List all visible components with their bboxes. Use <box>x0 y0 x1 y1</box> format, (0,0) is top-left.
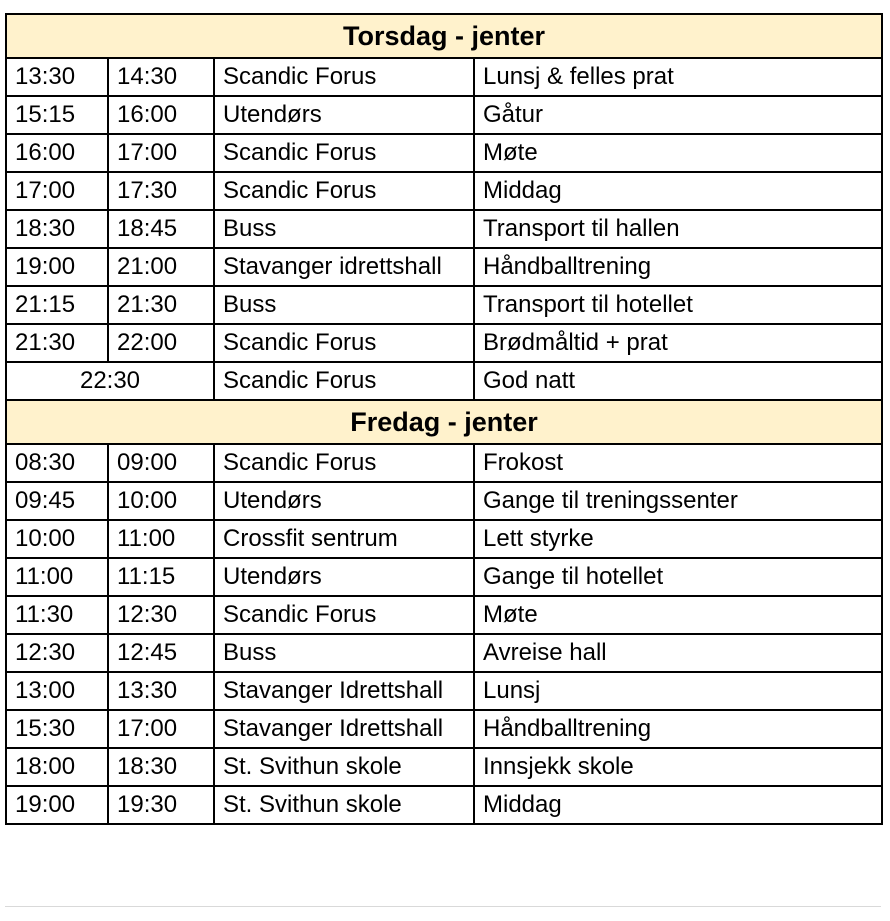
section-header-row <box>6 400 882 444</box>
section-header-row <box>6 14 882 58</box>
end-time-cell[interactable]: 09:00 <box>108 444 214 482</box>
location-cell[interactable]: Scandic Forus <box>214 172 474 210</box>
start-time-cell[interactable]: 21:30 <box>6 324 108 362</box>
activity-cell[interactable]: Middag <box>474 786 882 824</box>
activity-cell[interactable]: Lunsj <box>474 672 882 710</box>
location-cell[interactable]: Scandic Forus <box>214 58 474 96</box>
start-time-cell[interactable]: 10:00 <box>6 520 108 558</box>
start-time-cell[interactable]: 12:30 <box>6 634 108 672</box>
table-row <box>6 134 882 172</box>
start-time-cell[interactable]: 11:00 <box>6 558 108 596</box>
activity-cell[interactable]: Håndballtrening <box>474 710 882 748</box>
location-cell[interactable]: Scandic Forus <box>214 444 474 482</box>
location-cell[interactable]: Scandic Forus <box>214 596 474 634</box>
start-time-cell[interactable]: 16:00 <box>6 134 108 172</box>
activity-cell[interactable]: God natt <box>474 362 882 400</box>
end-time-cell[interactable]: 16:00 <box>108 96 214 134</box>
location-cell[interactable]: Utendørs <box>214 558 474 596</box>
end-time-cell[interactable]: 18:45 <box>108 210 214 248</box>
start-time-cell[interactable]: 08:30 <box>6 444 108 482</box>
table-row <box>6 210 882 248</box>
table-row <box>6 558 882 596</box>
section-title[interactable]: Fredag - jenter <box>6 400 882 444</box>
table-row <box>6 520 882 558</box>
activity-cell[interactable]: Middag <box>474 172 882 210</box>
time-cell[interactable]: 22:30 <box>6 362 214 400</box>
location-cell[interactable]: Stavanger Idrettshall <box>214 672 474 710</box>
location-cell[interactable]: Utendørs <box>214 96 474 134</box>
end-time-cell[interactable]: 17:00 <box>108 134 214 172</box>
start-time-cell[interactable]: 13:00 <box>6 672 108 710</box>
start-time-cell[interactable]: 13:30 <box>6 58 108 96</box>
table-row <box>6 58 882 96</box>
activity-cell[interactable]: Lunsj & felles prat <box>474 58 882 96</box>
end-time-cell[interactable]: 13:30 <box>108 672 214 710</box>
start-time-cell[interactable]: 19:00 <box>6 248 108 286</box>
table-row <box>6 748 882 786</box>
start-time-cell[interactable]: 18:30 <box>6 210 108 248</box>
location-cell[interactable]: St. Svithun skole <box>214 786 474 824</box>
location-cell[interactable]: Utendørs <box>214 482 474 520</box>
section-title[interactable]: Torsdag - jenter <box>6 14 882 58</box>
end-time-cell[interactable]: 11:00 <box>108 520 214 558</box>
activity-cell[interactable]: Frokost <box>474 444 882 482</box>
activity-cell[interactable]: Avreise hall <box>474 634 882 672</box>
table-row <box>6 444 882 482</box>
empty-row <box>5 906 881 921</box>
start-time-cell[interactable]: 19:00 <box>6 786 108 824</box>
table-row <box>6 248 882 286</box>
end-time-cell[interactable]: 12:30 <box>108 596 214 634</box>
end-time-cell[interactable]: 19:30 <box>108 786 214 824</box>
location-cell[interactable]: Crossfit sentrum <box>214 520 474 558</box>
activity-cell[interactable]: Gåtur <box>474 96 882 134</box>
start-time-cell[interactable]: 09:45 <box>6 482 108 520</box>
table-row <box>6 324 882 362</box>
location-cell[interactable]: Scandic Forus <box>214 134 474 172</box>
activity-cell[interactable]: Håndballtrening <box>474 248 882 286</box>
table-row <box>6 172 882 210</box>
location-cell[interactable]: Buss <box>214 286 474 324</box>
end-time-cell[interactable]: 21:30 <box>108 286 214 324</box>
end-time-cell[interactable]: 22:00 <box>108 324 214 362</box>
activity-cell[interactable]: Møte <box>474 134 882 172</box>
table-row <box>6 672 882 710</box>
table-row <box>6 96 882 134</box>
start-time-cell[interactable]: 17:00 <box>6 172 108 210</box>
end-time-cell[interactable]: 11:15 <box>108 558 214 596</box>
table-row <box>6 596 882 634</box>
end-time-cell[interactable]: 21:00 <box>108 248 214 286</box>
location-cell[interactable]: Scandic Forus <box>214 324 474 362</box>
activity-cell[interactable]: Møte <box>474 596 882 634</box>
end-time-cell[interactable]: 10:00 <box>108 482 214 520</box>
activity-cell[interactable]: Gange til treningssenter <box>474 482 882 520</box>
activity-cell[interactable]: Innsjekk skole <box>474 748 882 786</box>
activity-cell[interactable]: Lett styrke <box>474 520 882 558</box>
location-cell[interactable]: Scandic Forus <box>214 362 474 400</box>
table-row <box>6 482 882 520</box>
end-time-cell[interactable]: 18:30 <box>108 748 214 786</box>
start-time-cell[interactable]: 21:15 <box>6 286 108 324</box>
activity-cell[interactable]: Transport til hotellet <box>474 286 882 324</box>
location-cell[interactable]: Stavanger idrettshall <box>214 248 474 286</box>
location-cell[interactable]: Buss <box>214 210 474 248</box>
table-row <box>6 710 882 748</box>
table-row <box>6 286 882 324</box>
schedule-table <box>5 13 883 825</box>
schedule-body <box>6 14 882 824</box>
activity-cell[interactable]: Transport til hallen <box>474 210 882 248</box>
start-time-cell[interactable]: 15:15 <box>6 96 108 134</box>
location-cell[interactable]: Buss <box>214 634 474 672</box>
start-time-cell[interactable]: 15:30 <box>6 710 108 748</box>
end-time-cell[interactable]: 17:30 <box>108 172 214 210</box>
table-row <box>6 634 882 672</box>
location-cell[interactable]: St. Svithun skole <box>214 748 474 786</box>
start-time-cell[interactable]: 18:00 <box>6 748 108 786</box>
activity-cell[interactable]: Brødmåltid + prat <box>474 324 882 362</box>
end-time-cell[interactable]: 14:30 <box>108 58 214 96</box>
end-time-cell[interactable]: 17:00 <box>108 710 214 748</box>
activity-cell[interactable]: Gange til hotellet <box>474 558 882 596</box>
location-cell[interactable]: Stavanger Idrettshall <box>214 710 474 748</box>
table-row <box>6 786 882 824</box>
table-row <box>6 362 882 400</box>
start-time-cell[interactable]: 11:30 <box>6 596 108 634</box>
end-time-cell[interactable]: 12:45 <box>108 634 214 672</box>
